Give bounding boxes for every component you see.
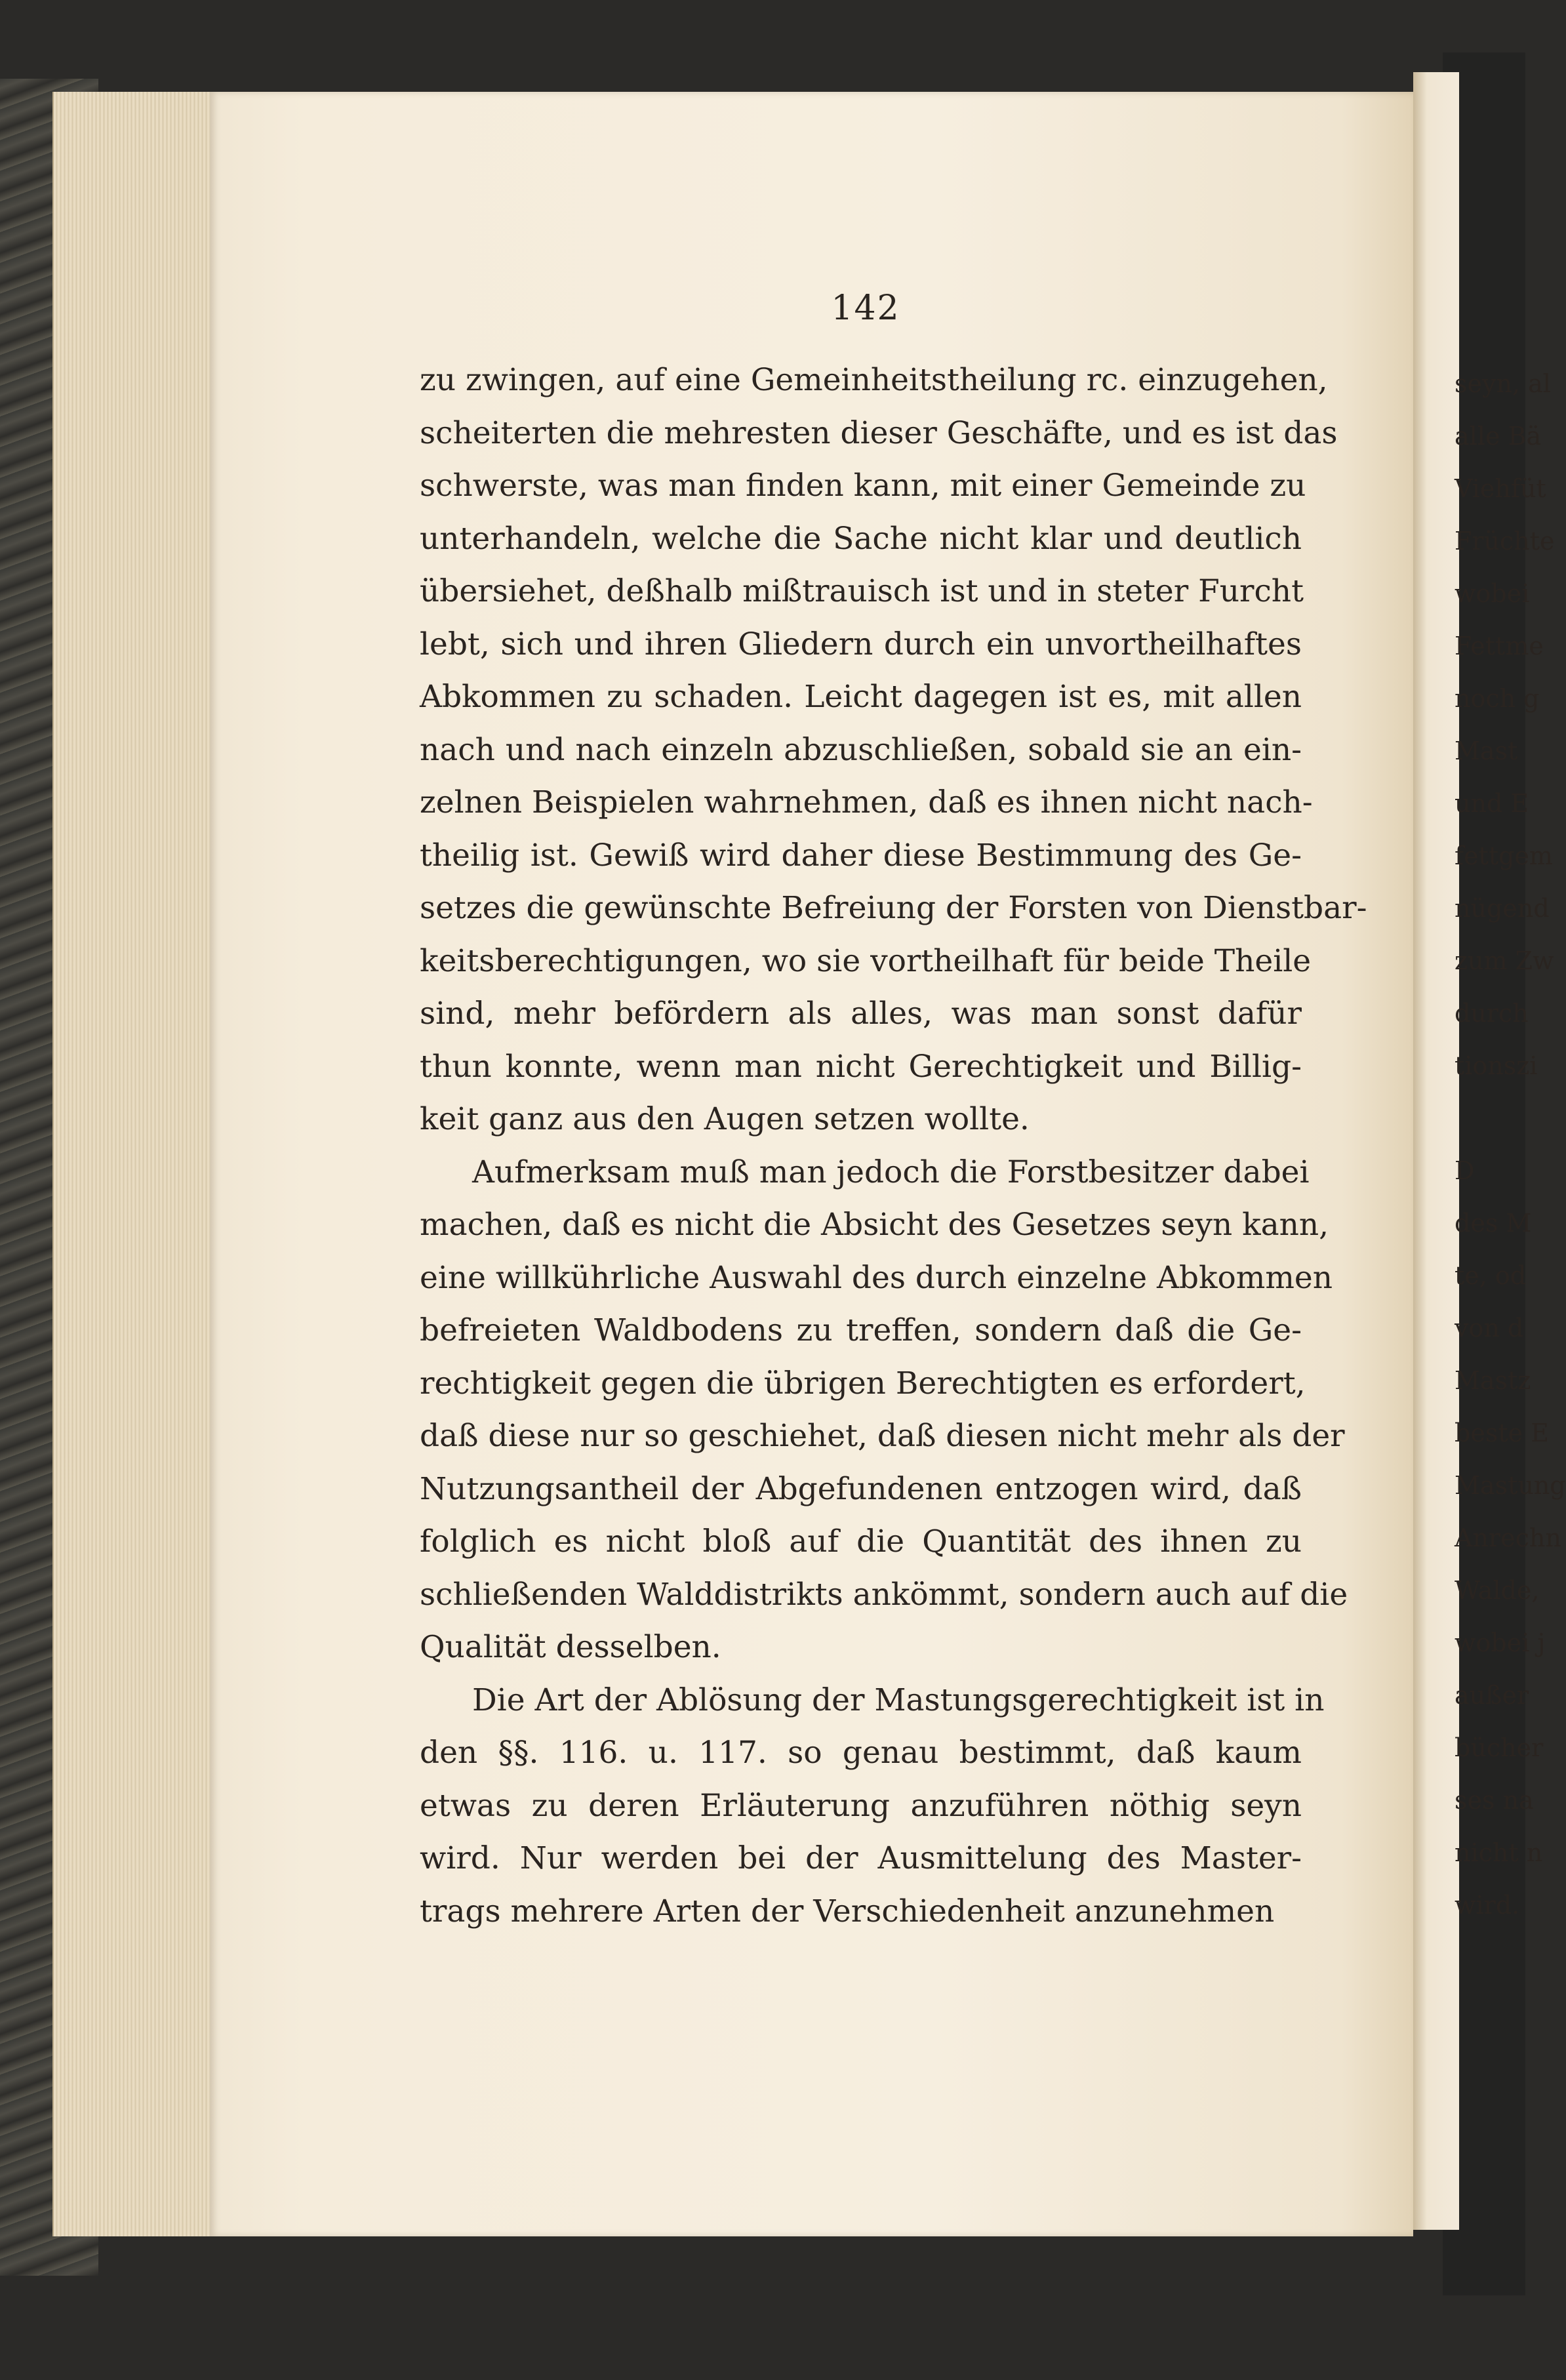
text-line: machen, daß es nicht die Absicht des Gesetzes seyn kann,: [420, 1207, 1329, 1243]
next-page-fragment: Anrechn: [1455, 1523, 1561, 1552]
next-page-fragment: außer: [1455, 1681, 1529, 1710]
text-line: thun konnte, wenn man nicht Gerechtigkeit und Billig-: [420, 1048, 1302, 1085]
next-page-fragment: beste E: [1455, 1419, 1549, 1447]
next-page-fragment: zum Zw: [1455, 946, 1554, 975]
text-line: Nutzungsantheil der Abgefundenen entzogen wird, daß: [420, 1470, 1302, 1507]
text-line: folglich es nicht bloß auf die Quantität des ihnen zu: [420, 1523, 1302, 1560]
text-line: trags mehrere Arten der Verschiedenheit anzunehmen: [420, 1893, 1275, 1929]
next-page-fragment: Früchte: [1455, 527, 1555, 555]
next-page-fragment: wobei j: [1455, 1628, 1546, 1657]
next-page-fragment: Mast: [1455, 736, 1518, 765]
next-page-fragment: Mastung: [1455, 1471, 1566, 1500]
next-page-fragment: Viehfüt: [1455, 474, 1546, 503]
next-page-fragment: Fettme: [1455, 632, 1544, 660]
next-page-fragment: Walde,: [1455, 1576, 1540, 1605]
text-line: schwerste, was man finden kann, mit einer Gemeinde zu: [420, 468, 1306, 504]
next-page-fragment: nicht n: [1455, 1838, 1543, 1867]
text-line: lebt, sich und ihren Gliedern durch ein unvortheilhaftes: [420, 626, 1302, 662]
next-page-fragment: Mastz: [1455, 1366, 1531, 1395]
next-page-fragment: von d: [1455, 1314, 1524, 1342]
next-page-fragment: bücher: [1455, 1733, 1544, 1762]
text-line: eine willkührliche Auswahl des durch einzelne Abkommen: [420, 1259, 1333, 1296]
next-page-edge: [1413, 72, 1459, 2230]
page-number: 142: [831, 289, 900, 328]
text-line: scheiterten die mehresten dieser Geschäfte, und es ist das: [420, 414, 1338, 451]
text-line: setzes die gewünschte Befreiung der Forsten von Dienstbar-: [420, 890, 1367, 926]
next-page-fragment: [1455, 1092, 1517, 1144]
text-line: schließenden Walddistrikts ankömmt, sondern auch auf die: [420, 1576, 1348, 1613]
next-page-fragment: D: [1455, 1156, 1475, 1185]
text-line: unterhandeln, welche die Sache nicht klar und deutlich: [420, 520, 1302, 557]
text-line: theilig ist. Gewiß wird daher diese Bestimmung des Ge-: [420, 837, 1302, 874]
text-line: zelnen Beispielen wahrnehmen, daß es ihnen nicht nach-: [420, 784, 1313, 820]
text-line: sind, mehr befördern als alles, was man sonst dafür: [420, 996, 1302, 1032]
text-line: etwas zu deren Erläuterung anzuführen nöthig seyn: [420, 1787, 1302, 1824]
text-line: den §§. 116. u. 117. so genau bestimmt, daß kaum: [420, 1735, 1302, 1771]
text-line: nach und nach einzeln abzuschließen, sobald sie an ein-: [420, 731, 1302, 768]
text-line: Die Art der Ablösung der Mastungsgerechtigkeit ist in: [472, 1682, 1325, 1718]
next-page-fragment: ses na: [1455, 1786, 1534, 1815]
text-line: rechtigkeit gegen die übrigen Berechtigten es erfordert,: [420, 1365, 1306, 1402]
next-page-fragment: fettgem: [1455, 841, 1553, 870]
text-line: keit ganz aus den Augen setzen wollte.: [420, 1101, 1030, 1137]
text-line: Aufmerksam muß man jedoch die Forstbesitzer dabei: [472, 1154, 1310, 1190]
next-page-fragment: seyn, al: [1455, 369, 1551, 398]
next-page-fragment: und E: [1455, 789, 1529, 818]
next-page-fragment: tionszi: [1455, 1051, 1538, 1080]
page-edges: [52, 92, 211, 2236]
text-line: zu zwingen, auf eine Gemeinheitstheilung rc. einzugehen,: [420, 362, 1328, 398]
next-page-fragment: alle Bä: [1455, 422, 1542, 451]
text-line: Abkommen zu schaden. Leicht dagegen ist es, mit allen: [420, 679, 1302, 715]
text-line: daß diese nur so geschiehet, daß diesen nicht mehr als der: [420, 1418, 1345, 1454]
text-line: übersiehet, deßhalb mißtrauisch ist und in steter Furcht: [420, 573, 1304, 609]
next-page-fragment: des M: [1455, 1209, 1532, 1238]
next-page-fragment: wird.: [1455, 1891, 1520, 1920]
text-line: befreieten Waldbodens zu treffen, sondern daß die Ge-: [420, 1312, 1302, 1348]
next-page-fragment: noch g: [1455, 684, 1540, 713]
text-line: wird. Nur werden bei der Ausmittelung des Master-: [420, 1840, 1302, 1876]
next-page-fragment: wobei: [1455, 579, 1530, 608]
next-page-fragment: durch: [1455, 999, 1529, 1028]
next-page-fragments: [1455, 357, 1566, 1931]
next-page-fragment: te, od: [1455, 1261, 1527, 1290]
text-line: Qualität desselben.: [420, 1629, 721, 1665]
next-page-fragment: nügend: [1455, 894, 1550, 923]
paragraph: [420, 1146, 1348, 1674]
paragraph: [420, 354, 1367, 1146]
paragraph: [420, 1674, 1325, 1939]
text-line: keitsberechtigungen, wo sie vortheilhaft für beide Theile: [420, 942, 1312, 979]
page-body-text: [420, 354, 1367, 1938]
